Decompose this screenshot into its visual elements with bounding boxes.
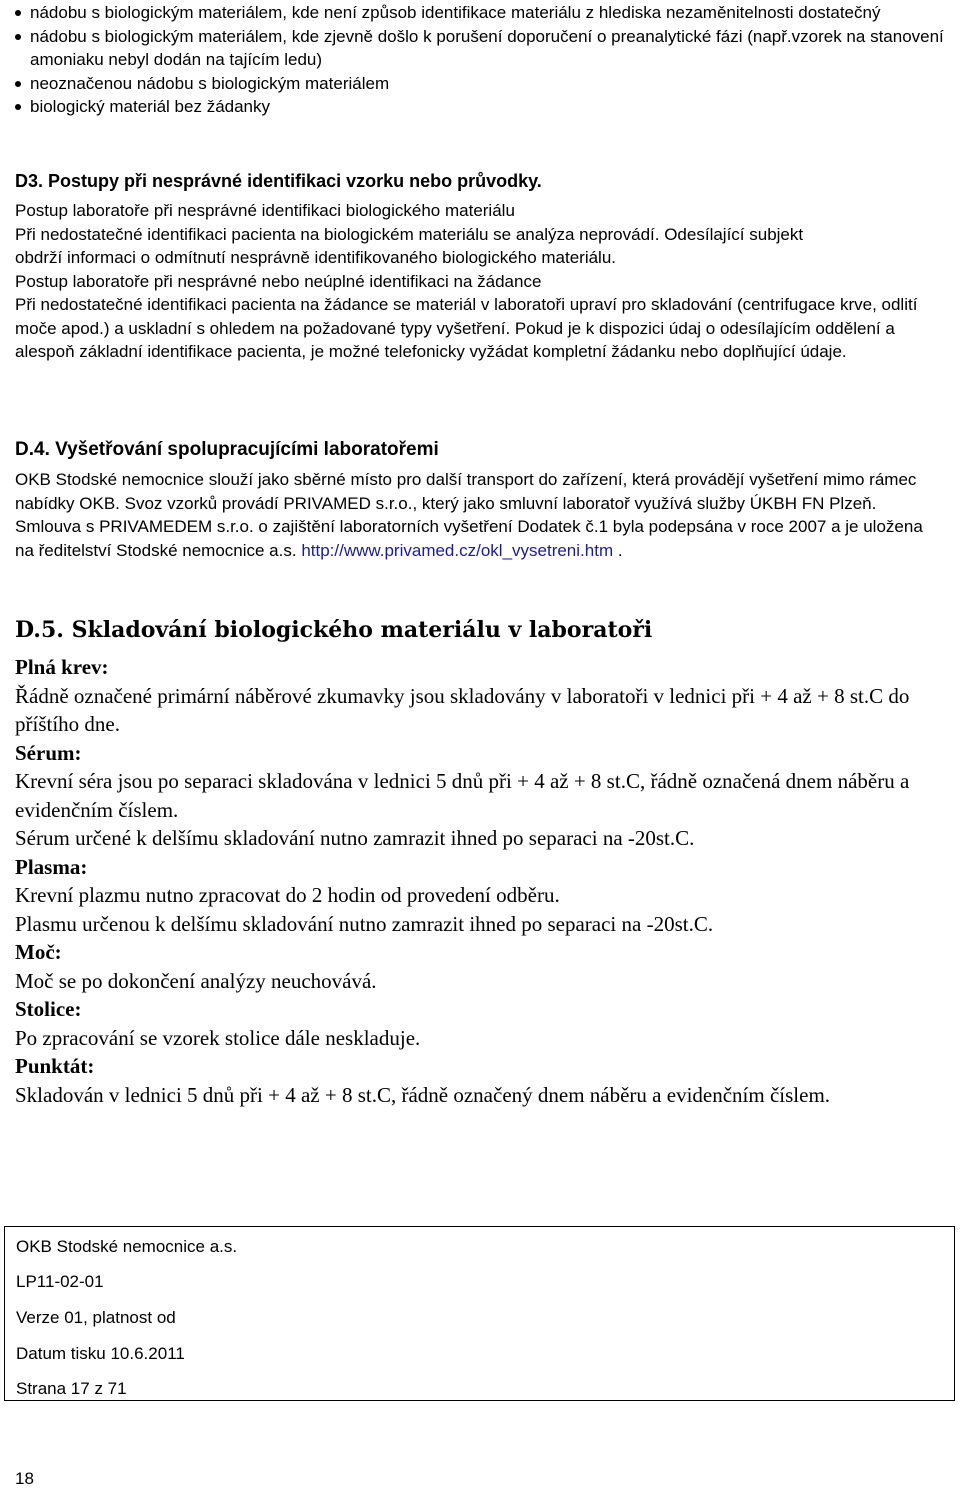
paragraph-title: Postup laboratoře při nesprávné nebo neúplné identifikaci na žádance: [15, 271, 542, 291]
paragraph-text: OKB Stodské nemocnice slouží jako sběrné místo pro další transport do zařízení, která provádějí vyšetření mimo rámec nabídky OKB. Svoz vzorků provádí PRIVAMED s.r.o., který jako smluvní laboratoř využívá služby ÚKBH FN Plzeň. Smlouva s PRIVAMEDEM s.r.o. o zajištění laboratorních vyšetření Dodatek č.1 byla podepsána v roce 2007 a je uložena na ředitelství Stodské nemocnice a.s. http://www.privamed.cz/okl_vysetreni.htm .: [15, 470, 923, 560]
list-item: neoznačenou nádobu s biologickým materiálem: [15, 72, 945, 96]
list-item: nádobu s biologickým materiálem, kde zjevně došlo k porušení doporučení o preanalytické fázi (např.vzorek na stanovení amoniaku nebyl dodán na tajícím ledu): [15, 25, 945, 72]
section-d5: [15, 616, 945, 1109]
storage-text: Moč se po dokončení analýzy neuchovává.: [15, 968, 377, 993]
storage-label-plasma: Plasma:: [15, 854, 88, 879]
storage-text: Řádně označené primární náběrové zkumavky jsou skladovány v laboratoři v lednici při + 4 až + 8 st.C do příštího dne.: [15, 683, 910, 736]
footer-page: Strana 17 z 71: [16, 1379, 127, 1398]
section-d3: [15, 170, 945, 364]
list-item: biologický materiál bez žádanky: [15, 95, 945, 119]
storage-text: Plasmu určenou k delšímu skladování nutno zamrazit ihned po separaci na -20st.C.: [15, 911, 714, 936]
section-heading-d4: D.4. Vyšetřování spolupracujícími laboratořemi: [15, 439, 439, 460]
footer-version: Verze 01, platnost od: [16, 1308, 176, 1327]
storage-text: Krevní plazmu nutno zpracovat do 2 hodin od provedení odběru.: [15, 883, 560, 907]
storage-text: Krevní séra jsou po separaci skladována v lednici 5 dnů při + 4 až + 8 st.C, řádně označená dnem náběru a evidenčním číslem.: [15, 769, 910, 822]
footer-org: OKB Stodské nemocnice a.s.: [16, 1237, 238, 1256]
section-d4: [15, 438, 945, 562]
bullet-icon: [15, 104, 21, 110]
paragraph-text: Při nedostatečné identifikaci pacienta na žádance se materiál v laboratoři upraví pro skladování (centrifugace krve, odlití moče apod.) a uskladní s ohledem na požadované typy vyšetření. Pokud je k dispozici údaj o odesílajícím oddělení a alespoň základní identifikace pacienta, je možné telefonicky vyžádat kompletní žádanku nebo doplňující údaje.: [15, 295, 918, 361]
footer-code: LP11-02-01: [16, 1272, 104, 1291]
paragraph-text: obdrží informaci o odmítnutí nesprávně identifikovaného biologického materiálu.: [15, 248, 617, 267]
storage-text: Sérum určené k delšímu skladování nutno zamrazit ihned po separaci na -20st.C.: [15, 826, 695, 850]
footer-print-date: Datum tisku 10.6.2011: [16, 1344, 185, 1363]
bullet-icon: [15, 10, 21, 16]
section-heading-d3: D3. Postupy při nesprávné identifikaci vzorku nebo průvodky.: [15, 171, 542, 191]
storage-label-whole-blood: Plná krev:: [15, 655, 109, 679]
storage-text: Po zpracování se vzorek stolice dále neskladuje.: [15, 1025, 421, 1050]
rejection-criteria-list: [15, 1, 945, 119]
paragraph-title: Postup laboratoře při nesprávné identifikaci biologického materiálu: [15, 201, 515, 220]
storage-text: Skladován v lednici 5 dnů při + 4 až + 8 st.C, řádně označený dnem náběru a evidenčním číslem.: [15, 1082, 831, 1107]
page-number: 18: [15, 1469, 34, 1488]
bullet-icon: [15, 81, 21, 87]
bullet-icon: [15, 34, 21, 40]
storage-label-urine: Moč:: [15, 940, 62, 964]
storage-label-puncture: Punktát:: [15, 1054, 95, 1078]
document-footer-box: [4, 1226, 955, 1401]
paragraph-text: Při nedostatečné identifikaci pacienta na biologickém materiálu se analýza neprovádí. Odesílající subjekt: [15, 224, 804, 244]
storage-label-stool: Stolice:: [15, 997, 82, 1021]
list-item: nádobu s biologickým materiálem, kde není způsob identifikace materiálu z hlediska nezaměnitelnosti dostatečný: [15, 1, 945, 25]
section-heading-d5: D.5. Skladování biologického materiálu v laboratoři: [15, 617, 653, 643]
storage-label-serum: Sérum:: [15, 740, 82, 765]
privamed-link[interactable]: http://www.privamed.cz/okl_vysetreni.htm: [301, 540, 614, 560]
